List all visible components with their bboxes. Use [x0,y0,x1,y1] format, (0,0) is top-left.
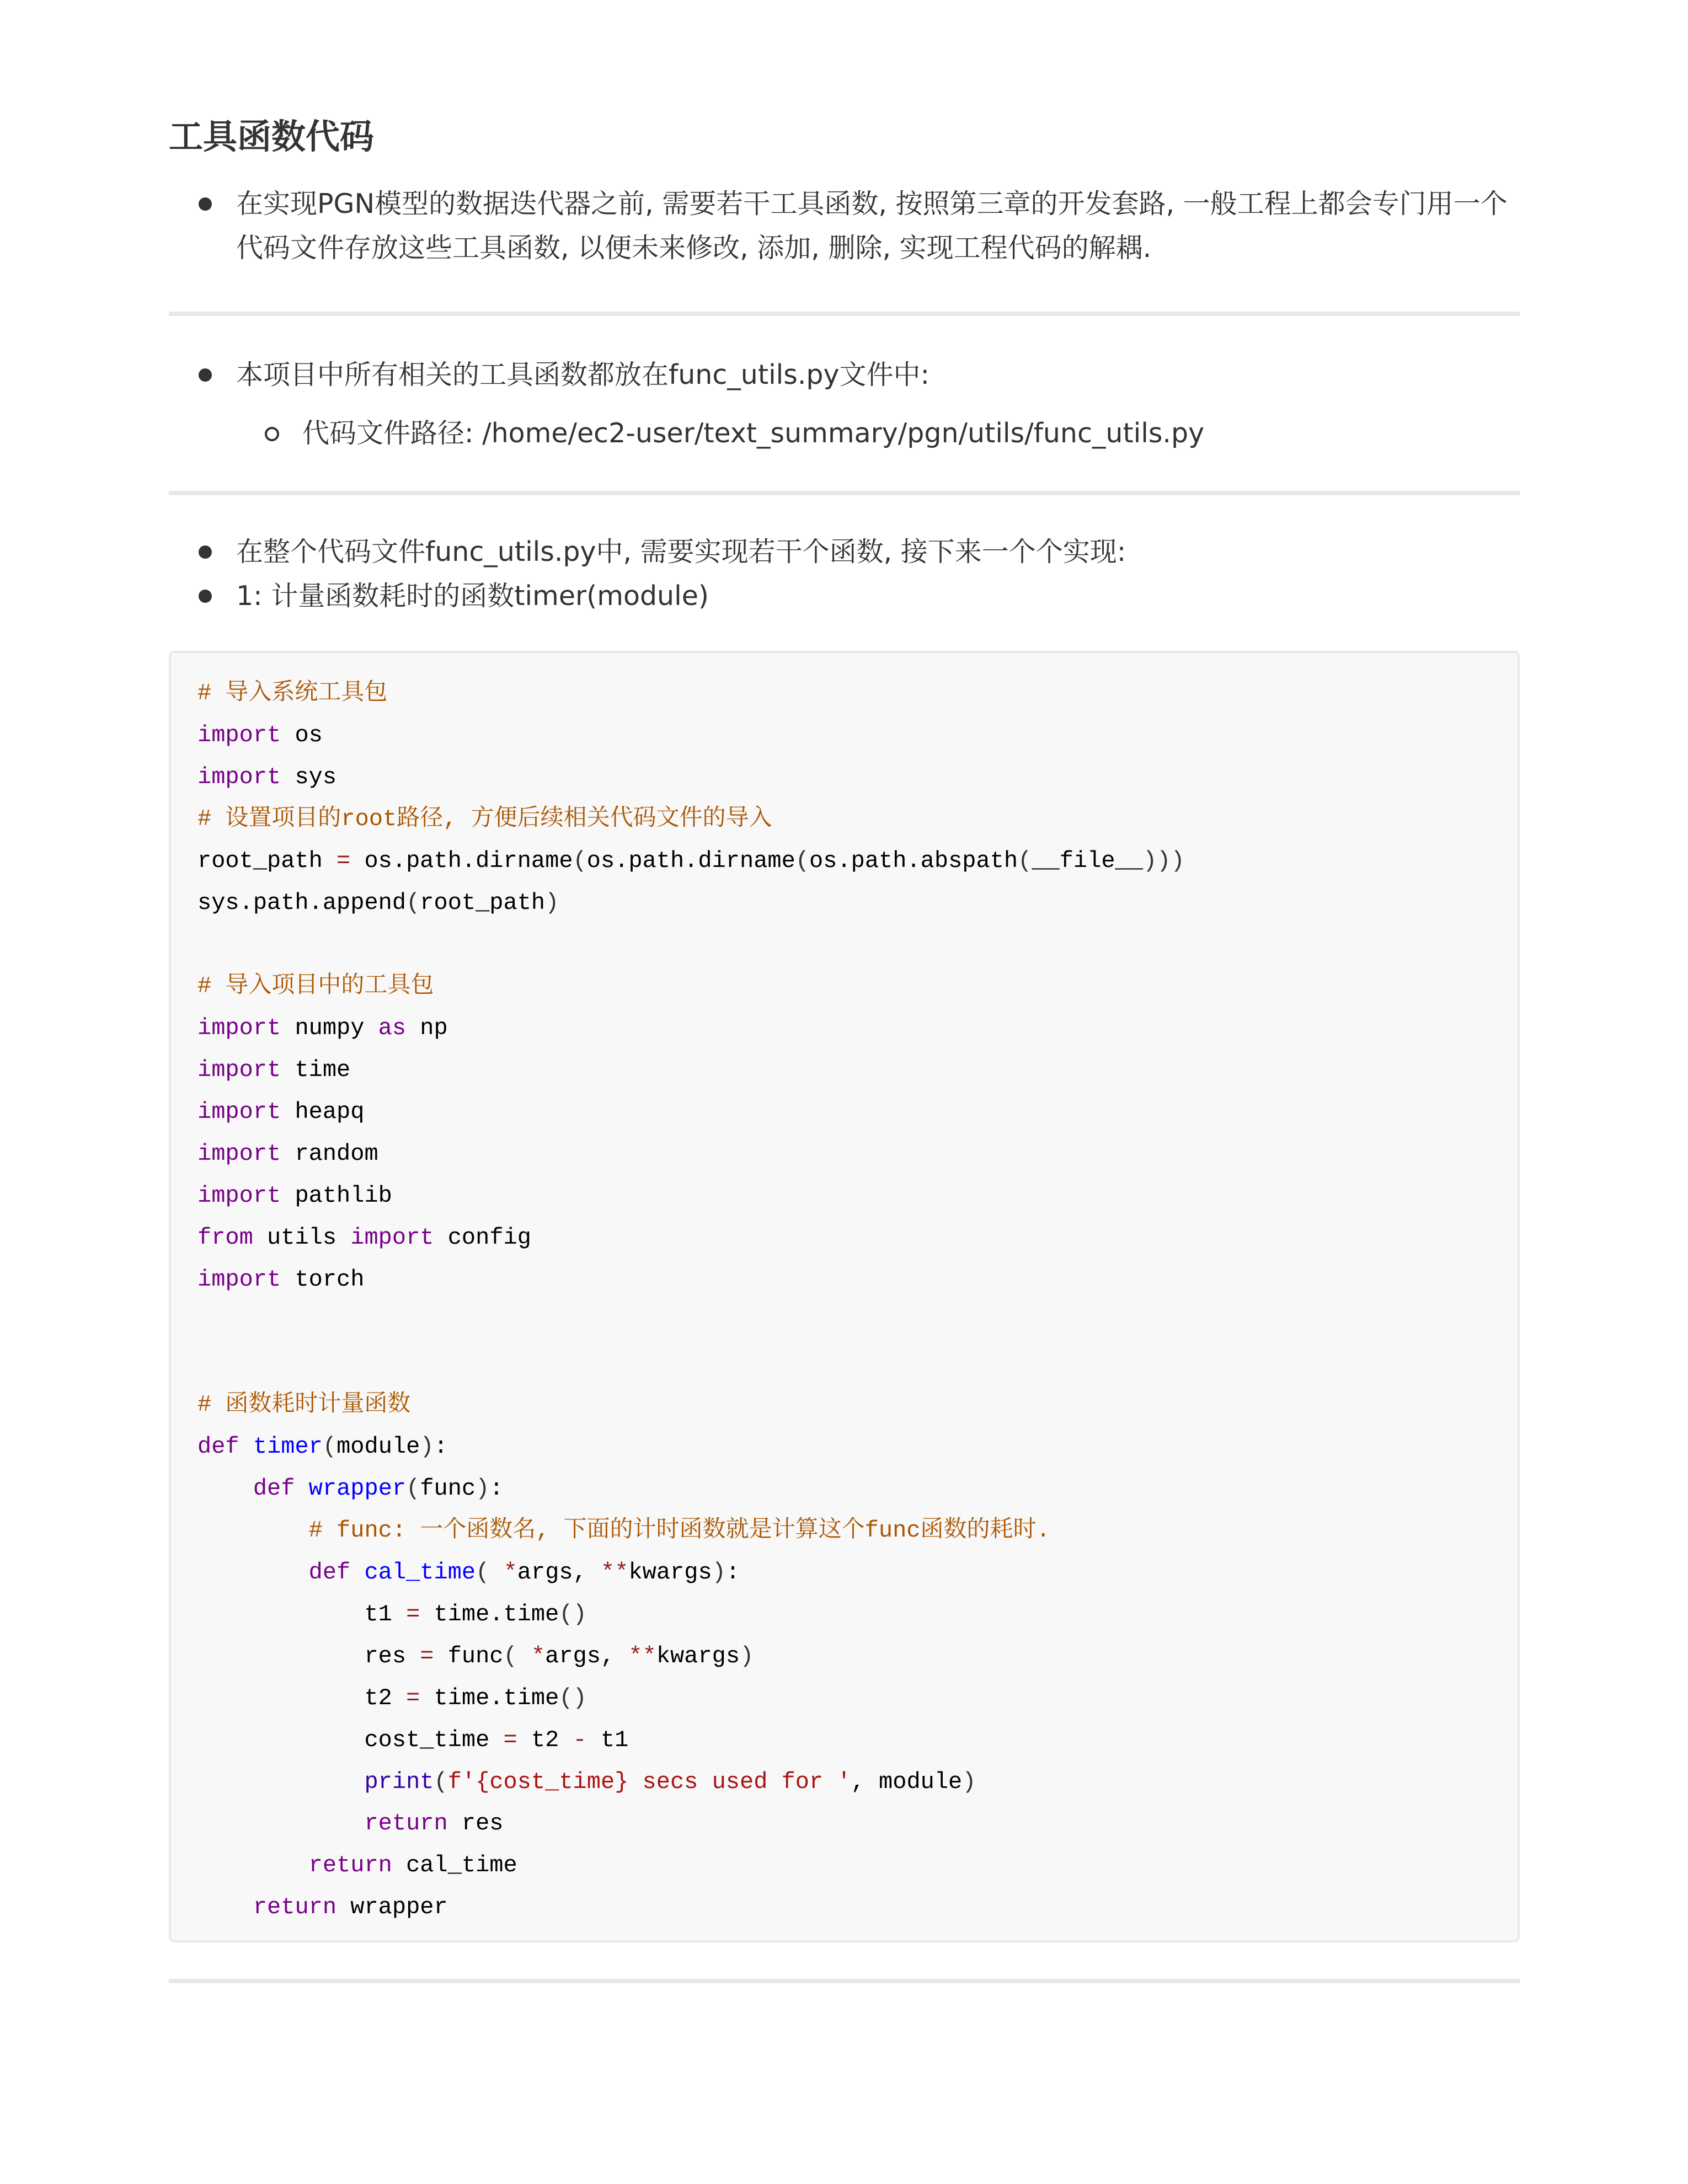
bullet-disc-icon [199,368,212,382]
code-token-plain [197,1769,364,1795]
code-token-plain: os.path.abspath [809,847,1018,874]
code-line [197,890,559,916]
horizontal-rule [169,312,1520,316]
code-token-comment: # 导入项目中的工具包 [197,973,434,1000]
code-line [197,722,323,748]
code-token-plain [197,1559,309,1586]
code-token-bracket: ) [962,1768,976,1795]
code-token-plain [197,1517,309,1544]
code-token-bracket: ( [503,1642,517,1669]
list-item-text: 在整个代码文件func_utils.py中, 需要实现若干个函数, 接下来一个个实现: [236,536,1126,568]
code-token-plain [489,1559,503,1586]
code-token-op: ** [628,1642,656,1669]
list-item [169,182,1520,270]
code-token-plain: t2 [197,1684,407,1711]
code-token-op: - [573,1726,587,1753]
code-token-bracket: ) [712,1559,726,1586]
code-token-bracket: ) [545,889,559,916]
code-token-plain: module [336,1433,420,1460]
code-token-op: = [406,1684,420,1711]
code-token-keyword: def [197,1433,239,1460]
code-token-plain: numpy [281,1015,378,1042]
code-token-plain [239,1433,253,1460]
code-line [197,1810,504,1837]
code-line [197,1475,504,1502]
code-token-plain: res [197,1642,420,1669]
code-token-plain: root_path [197,847,337,874]
code-token-keyword: import [197,763,281,790]
code-token-plain: time.time [420,1600,559,1628]
horizontal-rule [169,1979,1520,1983]
code-token-plain: time.time [420,1684,559,1711]
code-token-plain: sys.path.append [197,889,407,916]
code-token-plain: , module [851,1768,963,1795]
code-token-keyword: import [197,1057,281,1084]
code-line [197,1559,740,1586]
code-token-plain [517,1643,531,1669]
code-token-def: cal_time [364,1559,476,1586]
code-token-bracket: ) [420,1433,434,1460]
code-token-plain: args, [517,1559,601,1586]
code-token-plain: func [420,1475,476,1502]
code-line [197,973,434,999]
code-line [197,848,1185,874]
code-token-bracket: ))) [1142,847,1185,874]
code-token-plain: res [447,1810,504,1837]
code-token-plain: t2 [517,1726,573,1753]
code-token-plain: t1 [197,1600,407,1628]
code-token-plain [350,1559,364,1586]
code-line [197,1769,976,1795]
code-token-plain: config [434,1224,531,1251]
code-token-comment: # 导入系统工具包 [197,680,388,706]
list-item [169,574,1520,618]
code-line [197,1266,364,1293]
code-token-plain [295,1475,308,1502]
code-token-keyword: import [350,1224,434,1251]
code-token-plain: wrapper [336,1894,448,1921]
code-token-plain: args, [545,1642,629,1669]
bullet-disc-icon [199,545,212,559]
bullet-disc-icon [199,590,212,603]
code-token-op: * [503,1559,517,1586]
bullet-disc-icon [199,197,212,211]
code-line [197,806,772,832]
list-item-text: 在实现PGN模型的数据迭代器之前, 需要若干工具函数, 按照第三章的开发套路, 一般工程上都会专门用一个代码文件存放这些工具函数, 以便未来修改, 添加, 删除, 实现工程代码的解耦. [236,188,1508,264]
code-token-bracket: () [559,1684,587,1711]
code-token-bracket: ( [322,1433,337,1460]
code-token-def: wrapper [308,1475,407,1502]
code-token-plain [197,1810,364,1837]
code-token-comment: # 函数耗时计量函数 [197,1391,411,1418]
list-item [169,530,1520,574]
code-token-op: ** [601,1559,629,1586]
code-token-def: timer [253,1433,323,1460]
code-token-bracket: ( [795,847,810,874]
code-line [197,1224,531,1251]
code-token-op: = [503,1726,517,1753]
list-item-text: 本项目中所有相关的工具函数都放在func_utils.py文件中: [236,359,930,390]
code-token-plain: os.path.dirname [350,847,573,874]
code-line [197,1182,392,1209]
code-token-comment: # 设置项目的root路径, 方便后续相关代码文件的导入 [197,805,772,832]
code-token-keyword: def [308,1559,351,1586]
code-token-plain: kwargs [628,1559,712,1586]
code-token-keyword: def [253,1475,295,1502]
code-token-keyword: return [364,1810,448,1837]
code-token-plain: np [406,1015,448,1042]
code-token-plain: : [725,1559,740,1586]
code-token-op: = [406,1600,420,1628]
code-token-keyword: import [197,1182,281,1209]
sub-list-item [236,411,1520,456]
code-token-plain: time [281,1057,351,1084]
code-token-bracket: ) [740,1642,754,1669]
code-token-plain [197,1894,253,1920]
code-line [197,1099,364,1125]
code-token-plain: os.path.dirname [586,847,795,874]
code-token-bracket: ) [476,1475,490,1502]
code-token-plain: heapq [281,1099,365,1126]
horizontal-rule [169,491,1520,495]
code-token-bracket: ( [1018,847,1032,874]
file-location-list [169,353,1520,456]
code-token-keyword: import [197,1266,281,1293]
code-token-plain: os [281,721,323,748]
code-token-keyword: import [197,1140,281,1167]
code-token-op: = [336,847,351,874]
code-content[interactable] [197,673,1491,1929]
code-line [197,1852,517,1878]
code-token-keyword: import [197,1015,281,1042]
code-token-bracket: ( [406,889,420,916]
code-token-builtin: print [364,1768,434,1795]
code-token-plain: root_path [420,889,546,916]
code-token-plain: t1 [586,1726,629,1753]
code-token-op: * [531,1642,546,1669]
code-token-plain: : [489,1475,504,1502]
code-token-plain: random [281,1140,378,1167]
code-token-plain: utils [253,1224,351,1251]
code-token-keyword: from [197,1224,253,1251]
sub-list [236,411,1520,456]
code-token-keyword: import [197,1099,281,1126]
code-token-bracket: ( [476,1559,490,1586]
code-token-plain: cost_time [197,1726,504,1753]
code-line [197,1057,350,1083]
code-token-keyword: return [253,1894,337,1921]
code-line [197,1141,378,1167]
code-token-plain: : [434,1433,448,1460]
code-line [197,1517,1050,1544]
code-token-plain: kwargs [656,1642,740,1669]
code-token-keyword: as [378,1015,407,1042]
code-token-plain: pathlib [281,1182,392,1209]
code-line [197,680,387,706]
list-item [169,353,1520,456]
section-heading: 工具函数代码 [169,116,375,157]
list-item-text: 1: 计量函数耗时的函数timer(module) [236,580,709,612]
code-line [197,1601,587,1628]
code-block[interactable] [169,651,1520,1942]
code-token-bracket: ( [573,847,587,874]
code-line [197,1685,587,1711]
code-token-bracket: ( [406,1475,420,1502]
code-token-keyword: return [308,1852,392,1879]
code-token-plain: func [434,1642,504,1669]
implementation-list [169,530,1520,618]
code-line [197,1894,448,1920]
intro-list [169,182,1520,270]
code-token-plain: sys [281,763,337,790]
file-path-text: 代码文件路径: /home/ec2-user/text_summary/pgn/utils/func_utils.py [302,417,1205,449]
code-line [197,1433,448,1460]
code-token-plain: torch [281,1266,365,1293]
code-token-bracket: () [559,1600,587,1628]
code-token-bracket: ( [434,1768,448,1795]
code-token-plain: __file__ [1032,847,1143,874]
code-token-plain: cal_time [392,1852,517,1879]
code-token-plain [197,1852,309,1878]
code-line [197,1727,628,1753]
code-token-op: = [420,1642,434,1669]
code-token-plain [197,1475,253,1502]
code-line [197,764,336,790]
code-token-comment: # func: 一个函数名, 下面的计时函数就是计算这个func函数的耗时. [308,1517,1050,1544]
code-line [197,1015,448,1041]
code-line [197,1643,754,1669]
code-line [197,1391,410,1418]
code-token-string: f'{cost_time} secs used for ' [447,1768,851,1795]
bullet-circle-icon [265,427,279,441]
code-token-keyword: import [197,721,281,748]
